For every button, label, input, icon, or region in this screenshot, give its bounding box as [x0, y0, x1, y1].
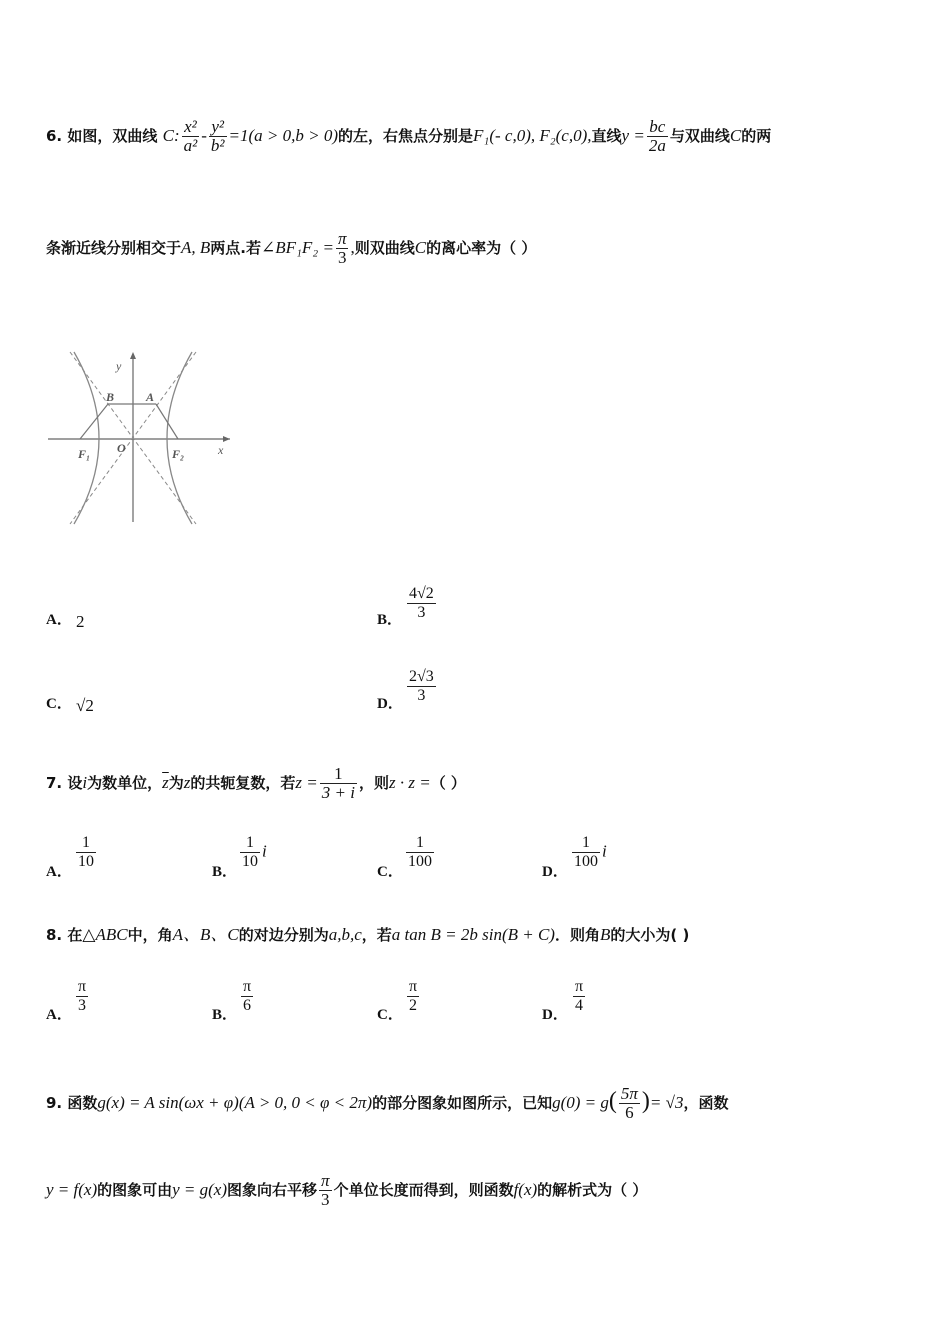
q6-option-c-value: √2 [76, 696, 94, 715]
fraction: $\frac{bc}{2a}$ [648, 117, 666, 155]
q7-option-c-value: $\frac{1}{100}$ [408, 834, 432, 870]
q9-line2: y = f(x)的图象可由y = g(x)图象向右平移 $\frac{\pi}{3}$ 个单位长度而得到，则函数f(x)的解析式为（ ） [46, 1171, 648, 1209]
fraction: $\frac{\pi}{3}$ [321, 1171, 330, 1209]
q8-option-a-label[interactable]: A． [46, 1007, 72, 1023]
q9-line1: 9. 函数g(x) = A sin(ωx + φ)(A > 0, 0 < φ < 2π)的部分图象如图所示，已知g(0) = g( $\frac{5\pi}{6}$ )= √3，函数 [46, 1084, 729, 1122]
q8-stem: 8. 在△ABC中，角A、B、C的对边分别为a,b,c，若a tan B = 2b sin(B + C)．则角B的大小为( ) [46, 925, 690, 944]
q8-option-b-label[interactable]: B． [212, 1007, 238, 1023]
label-a: A [146, 390, 155, 404]
q6-option-c-label[interactable]: C． [46, 696, 72, 712]
q7-option-b-value: $\frac{1}{10}$ i [242, 834, 267, 870]
q6-option-d-label[interactable]: D． [377, 696, 403, 712]
q7-stem: 7. 设i为数单位，$\overline{z}$为z的共轭复数，若z = $\frac{1}{3 + i}$ ，则z · z =（ ） [46, 764, 466, 802]
q8-option-d-value: $\frac{\pi}{4}$ [575, 978, 584, 1014]
label-o: O [117, 441, 126, 455]
hyperbola-figure [44, 348, 234, 528]
fraction: $\frac{1}{3 + i}$ [321, 764, 355, 802]
q6-option-b-label[interactable]: B． [377, 612, 403, 628]
fraction: $\frac{5\pi}{6}$ [620, 1084, 638, 1122]
q9-number: 9. [46, 1094, 63, 1112]
q7-option-d-value: $\frac{1}{100}$ i [574, 834, 607, 870]
q8-number: 8. [46, 926, 63, 944]
q6-option-a-label[interactable]: A． [46, 612, 72, 628]
q8-option-a-value: $\frac{\pi}{3}$ [78, 978, 87, 1014]
q7-number: 7. [46, 774, 63, 792]
line-f1b [80, 404, 108, 439]
q6-number: 6. [46, 127, 63, 145]
fraction: $\frac{\text{y²}}{\text{b²}}$ [210, 117, 225, 155]
q7-option-d-label[interactable]: D． [542, 864, 568, 880]
left-branch [74, 352, 99, 524]
q6-option-b-value: $\frac{4√2}{3}$ [409, 585, 434, 621]
fraction: $\frac{\pi}{3}$ [337, 229, 347, 267]
q7-option-b-label[interactable]: B． [212, 864, 238, 880]
q8-option-d-label[interactable]: D． [542, 1007, 568, 1023]
fraction: $\frac{\text{x²}}{\text{a²}}$ [183, 117, 198, 155]
q6-option-a-value: 2 [76, 612, 85, 631]
label-f2: F₂ [172, 447, 185, 461]
label-x: x [218, 443, 224, 457]
q8-option-c-value: $\frac{\pi}{2}$ [409, 978, 418, 1014]
q6-option-d-value: $\frac{2√3}{3}$ [409, 668, 434, 704]
q6-line1: 6. 如图，双曲线 C: $\frac{\text{x²}}{\text{a²}}$ - $\frac{\text{y²}}{\text{b²}}$ =1(a > 0,b > 0)的左，右焦点分别是F₁(- c,0), F₂(c,0),直线y = $\frac{bc}{2a}$ 与双曲线C的两 [46, 117, 772, 155]
q8-option-c-label[interactable]: C． [377, 1007, 403, 1023]
q6-line2: 条渐近线分别相交于A, B两点.若∠BF₁F₂ = $\frac{\pi}{3}$ ,则双曲线C的离心率为（ ） [46, 229, 537, 267]
q7-option-a-label[interactable]: A． [46, 864, 72, 880]
q8-option-b-value: $\frac{\pi}{6}$ [243, 978, 252, 1014]
q7-option-c-label[interactable]: C． [377, 864, 403, 880]
label-f1: F₁ [78, 447, 91, 461]
label-b: B [106, 390, 115, 404]
label-y: y [116, 359, 122, 373]
q7-option-a-value: $\frac{1}{10}$ [78, 834, 94, 870]
right-branch [167, 352, 192, 524]
